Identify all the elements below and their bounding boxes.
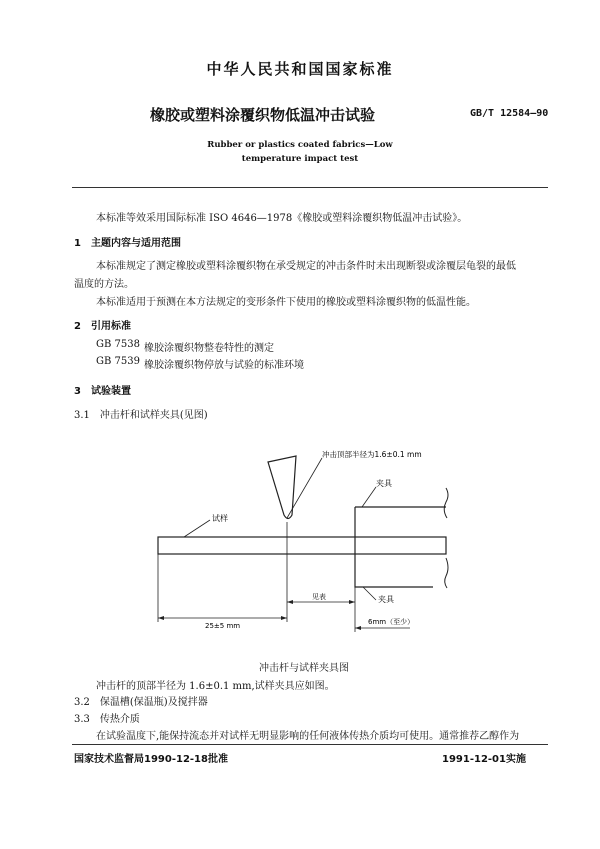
english-title-line2: temperature impact test [241, 154, 359, 164]
section-3-1-heading: 3.1 冲击杆和试样夹具(见图) [74, 410, 208, 421]
reference-2-title: 橡胶涂覆织物停放与试验的标准环境 [144, 360, 304, 371]
section-1-paragraph-1-line1: 本标准规定了测定橡胶或塑料涂覆织物在承受规定的冲击条件时未出现断裂或涂覆层龟裂的最低 [96, 261, 516, 272]
figure-caption: 冲击杆与试样夹具图 [259, 663, 349, 674]
intro-paragraph: 本标准等效采用国际标准 ISO 4646—1978《橡胶或塑料涂覆织物低温冲击试验》。 [96, 213, 468, 224]
section-3-heading: 3 试验装置 [74, 386, 131, 397]
section-3-3-heading: 3.3 传热介质 [74, 714, 140, 725]
standard-number: GB/T 12584—90 [470, 108, 549, 119]
reference-2-code: GB 7539 [96, 356, 140, 367]
national-standard-header: 中华人民共和国国家标准 [206, 60, 394, 78]
implementation-date: 1991-12-01实施 [442, 754, 526, 765]
reference-1-code: GB 7538 [96, 339, 140, 350]
section-3-2-heading: 3.2 保温槽(保温瓶)及搅拌器 [74, 697, 208, 708]
top-radius-label: 冲击顶部半径为1.6±0.1 mm [322, 450, 422, 459]
approval-info: 国家技术监督局1990-12-18批准 [74, 754, 228, 765]
gap-dimension-label: 见表 [312, 593, 326, 601]
section-3-1-text: 冲击杆的顶部半径为 1.6±0.1 mm,试样夹具应如图。 [96, 681, 335, 692]
impact-rod-clamp-figure [0, 440, 600, 645]
length-dimension-label: 25±5 mm [205, 622, 241, 630]
reference-1-title: 橡胶涂覆织物整卷特性的测定 [144, 343, 274, 354]
document-title: 橡胶或塑料涂覆织物低温冲击试验 [150, 106, 376, 124]
specimen [158, 537, 446, 554]
clamp-body [355, 507, 433, 587]
section-1-paragraph-2: 本标准适用于预测在本方法规定的变形条件下使用的橡胶或塑料涂覆织物的低温性能。 [96, 297, 476, 308]
section-1-paragraph-1-line2: 温度的方法。 [74, 279, 134, 290]
clamp-top-label: 夹具 [376, 479, 392, 488]
english-title-line1: Rubber or plastics coated fabrics—Low [207, 140, 393, 150]
footer-divider [72, 744, 548, 745]
specimen-label: 试样 [212, 514, 228, 523]
min-dimension-label: 6mm（至少） [368, 618, 415, 626]
radius-leader-line [287, 458, 322, 518]
header-divider [72, 187, 548, 188]
section-1-heading: 1 主题内容与适用范围 [74, 238, 181, 249]
clamp-bottom-label: 夹具 [378, 595, 394, 604]
section-2-heading: 2 引用标准 [74, 321, 131, 332]
section-3-3-text: 在试验温度下,能保持流态并对试样无明显影响的任何液体传热介质均可使用。通常推荐乙醇作为 [96, 731, 520, 742]
